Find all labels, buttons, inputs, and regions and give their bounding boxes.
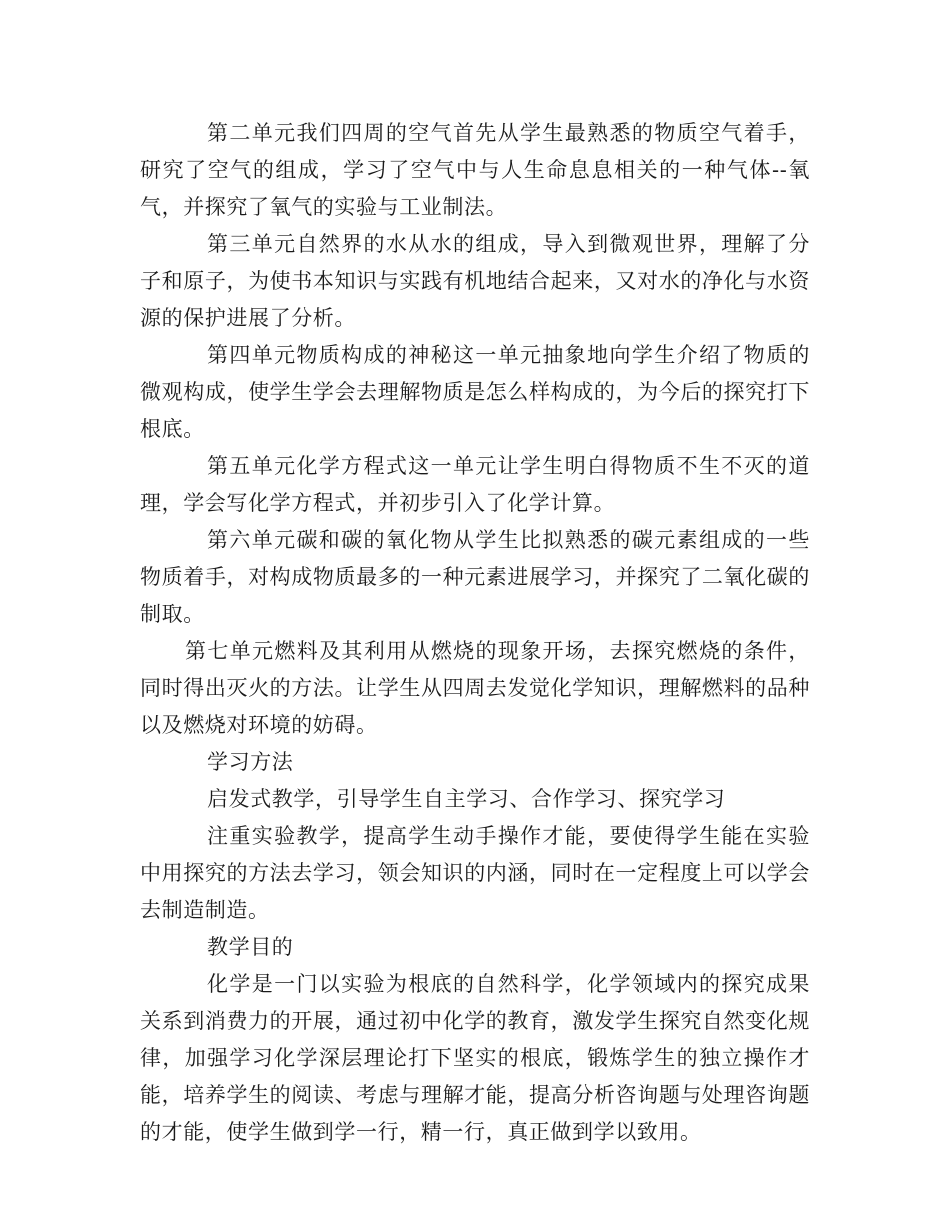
paragraph-unit-4: 第四单元物质构成的神秘这一单元抽象地向学生介绍了物质的微观构成，使学生学会去理解物质是怎么样构成的，为今后的探究打下根底。 [140,343,810,441]
paragraph-unit-7: 第七单元燃料及其利用从燃烧的现象开场，去探究燃烧的条件，同时得出灭火的方法。让学生从四周去发觉化学知识，理解燃料的品种以及燃烧对环境的妨碍。 [140,639,810,737]
paragraph-heuristic-teaching: 启发式教学，引导学生自主学习、合作学习、探究学习 [207,787,726,811]
paragraph-experiment-teaching: 注重实验教学，提高学生动手操作才能，要使得学生能在实验中用探究的方法去学习，领会知识的内涵，同时在一定程度上可以学会去制造制造。 [140,824,810,922]
heading-teaching-goals: 教学目的 [207,935,294,959]
paragraph-unit-3: 第三单元自然界的水从水的组成，导入到微观世界，理解了分子和原子，为使书本知识与实践有机地结合起来，又对水的净化与水资源的保护进展了分析。 [140,232,810,330]
paragraph-unit-6: 第六单元碳和碳的氧化物从学生比拟熟悉的碳元素组成的一些物质着手，对构成物质最多的一种元素进展学习，并探究了二氧化碳的制取。 [140,528,810,626]
paragraph-unit-5: 第五单元化学方程式这一单元让学生明白得物质不生不灭的道理，学会写化学方程式，并初步引入了化学计算。 [140,454,810,515]
heading-learning-methods: 学习方法 [207,750,294,774]
document-body [140,115,810,1151]
paragraph-chemistry-goals: 化学是一门以实验为根底的自然科学，化学领域内的探究成果关系到消费力的开展，通过初中化学的教育，激发学生探究自然变化规律，加强学习化学深层理论打下坚实的根底，锻炼学生的独立操作才能，培养学生的阅读、考虑与理解才能，提高分析咨询题与处理咨询题的才能，使学生做到学一行，精一行，真正做到学以致用。 [140,972,810,1144]
paragraph-unit-2: 第二单元我们四周的空气首先从学生最熟悉的物质空气着手，研究了空气的组成，学习了空气中与人生命息息相关的一种气体--氧气，并探究了氧气的实验与工业制法。 [140,121,810,219]
